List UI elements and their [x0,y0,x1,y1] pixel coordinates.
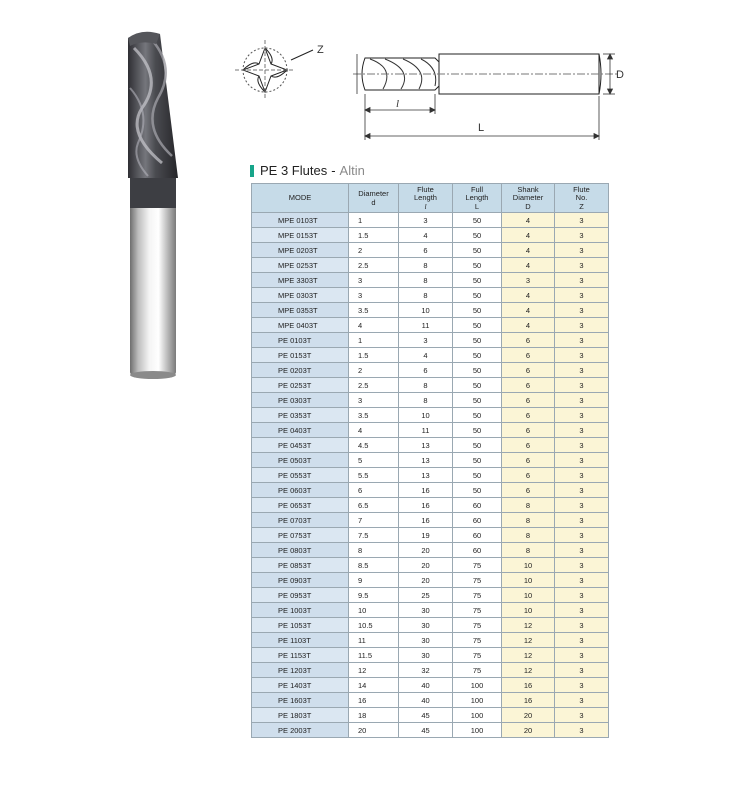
cell-shank-diameter: 4 [502,318,555,333]
end-mill-photo [112,28,188,380]
cell-diameter: 6.5 [349,498,399,513]
cell-shank-diameter: 4 [502,258,555,273]
cell-flute-length: 4 [399,348,453,363]
cell-full-length: 100 [453,708,502,723]
header-mode: MODE [252,184,349,213]
cell-shank-diameter: 6 [502,348,555,363]
cell-mode: PE 1053T [252,618,349,633]
cell-mode: MPE 0153T [252,228,349,243]
title-accent-bar [250,165,254,177]
cell-mode: PE 0253T [252,378,349,393]
cell-mode: MPE 0303T [252,288,349,303]
title-main: PE 3 Flutes [260,163,328,178]
cell-flute-no: 3 [555,513,609,528]
cell-full-length: 60 [453,543,502,558]
cell-full-length: 100 [453,723,502,738]
cell-shank-diameter: 6 [502,453,555,468]
table-row [252,333,609,348]
cell-shank-diameter: 10 [502,588,555,603]
cell-full-length: 50 [453,243,502,258]
cell-mode: PE 0603T [252,483,349,498]
cell-full-length: 50 [453,423,502,438]
cell-diameter: 7 [349,513,399,528]
cell-mode: PE 1403T [252,678,349,693]
cell-diameter: 11 [349,633,399,648]
table-row [252,453,609,468]
cell-shank-diameter: 12 [502,663,555,678]
cell-flute-length: 32 [399,663,453,678]
cell-mode: MPE 0203T [252,243,349,258]
cell-mode: PE 2003T [252,723,349,738]
cell-flute-length: 30 [399,603,453,618]
cell-flute-length: 11 [399,318,453,333]
cell-full-length: 50 [453,228,502,243]
cell-flute-no: 3 [555,378,609,393]
section-title [250,163,365,178]
title-separator: - [331,163,336,178]
cell-shank-diameter: 6 [502,363,555,378]
cell-mode: MPE 3303T [252,273,349,288]
cell-flute-no: 3 [555,543,609,558]
cell-full-length: 60 [453,528,502,543]
cell-flute-no: 3 [555,468,609,483]
cell-flute-length: 30 [399,633,453,648]
table-row [252,648,609,663]
cell-shank-diameter: 3 [502,273,555,288]
cell-full-length: 100 [453,693,502,708]
cell-full-length: 50 [453,333,502,348]
cell-diameter: 2 [349,243,399,258]
cell-flute-length: 8 [399,258,453,273]
cell-full-length: 50 [453,348,502,363]
cell-shank-diameter: 4 [502,213,555,228]
cell-shank-diameter: 12 [502,648,555,663]
cell-diameter: 12 [349,663,399,678]
cell-diameter: 3.5 [349,303,399,318]
table-row [252,408,609,423]
cell-shank-diameter: 6 [502,333,555,348]
cell-flute-length: 45 [399,708,453,723]
cell-flute-length: 20 [399,573,453,588]
cell-full-length: 75 [453,588,502,603]
cell-diameter: 8.5 [349,558,399,573]
cell-full-length: 100 [453,678,502,693]
label-full-length: L [478,122,485,134]
cell-flute-no: 3 [555,438,609,453]
cell-flute-no: 3 [555,423,609,438]
cell-flute-no: 3 [555,408,609,423]
title-coating: Altin [339,163,365,178]
cell-flute-no: 3 [555,528,609,543]
cell-full-length: 50 [453,483,502,498]
cell-diameter: 8 [349,543,399,558]
cell-diameter: 10 [349,603,399,618]
cell-diameter: 4.5 [349,438,399,453]
header-diameter: Diameter d [349,184,399,213]
cell-flute-length: 16 [399,513,453,528]
cell-mode: PE 1603T [252,693,349,708]
cell-mode: PE 0753T [252,528,349,543]
cell-diameter: 1 [349,333,399,348]
cell-diameter: 18 [349,708,399,723]
cell-diameter: 9.5 [349,588,399,603]
cell-shank-diameter: 8 [502,543,555,558]
cell-full-length: 50 [453,363,502,378]
cell-full-length: 75 [453,633,502,648]
cell-full-length: 75 [453,648,502,663]
cell-full-length: 50 [453,258,502,273]
cell-flute-length: 4 [399,228,453,243]
table-row [252,558,609,573]
label-flute-length: l [396,98,400,110]
table-row [252,543,609,558]
table-row [252,273,609,288]
table-row [252,693,609,708]
table-row [252,663,609,678]
cell-flute-no: 3 [555,348,609,363]
cell-mode: PE 1803T [252,708,349,723]
cell-full-length: 75 [453,663,502,678]
table-row [252,423,609,438]
cell-mode: PE 1203T [252,663,349,678]
table-row [252,603,609,618]
cell-flute-length: 13 [399,438,453,453]
cell-shank-diameter: 10 [502,603,555,618]
cell-full-length: 50 [453,453,502,468]
cell-flute-length: 11 [399,423,453,438]
cell-shank-diameter: 4 [502,228,555,243]
table-row [252,303,609,318]
cell-flute-length: 3 [399,213,453,228]
cell-shank-diameter: 16 [502,693,555,708]
cell-mode: PE 1153T [252,648,349,663]
cell-shank-diameter: 16 [502,678,555,693]
cell-flute-length: 3 [399,333,453,348]
cell-diameter: 5.5 [349,468,399,483]
cell-flute-length: 8 [399,378,453,393]
cell-diameter: 7.5 [349,528,399,543]
cell-flute-no: 3 [555,363,609,378]
cell-diameter: 2 [349,363,399,378]
spec-table [251,183,609,738]
cell-shank-diameter: 6 [502,378,555,393]
cell-diameter: 3 [349,273,399,288]
cell-mode: PE 0153T [252,348,349,363]
cell-shank-diameter: 12 [502,633,555,648]
cell-mode: MPE 0353T [252,303,349,318]
cell-shank-diameter: 10 [502,573,555,588]
cell-flute-no: 3 [555,303,609,318]
table-row [252,723,609,738]
cell-mode: MPE 0103T [252,213,349,228]
cell-full-length: 75 [453,573,502,588]
table-row [252,618,609,633]
cell-diameter: 11.5 [349,648,399,663]
cell-flute-no: 3 [555,573,609,588]
table-header-row [252,184,609,213]
label-z: Z [317,44,324,56]
cell-flute-no: 3 [555,318,609,333]
header-shank-diameter: Shank Diameter D [502,184,555,213]
cell-flute-no: 3 [555,333,609,348]
cell-shank-diameter: 6 [502,438,555,453]
table-row [252,228,609,243]
cell-flute-no: 3 [555,498,609,513]
label-shank-d: D [616,69,624,81]
table-row [252,318,609,333]
table-row [252,513,609,528]
cell-flute-no: 3 [555,723,609,738]
cell-shank-diameter: 20 [502,708,555,723]
table-row [252,213,609,228]
table-row [252,468,609,483]
header-flute-length: Flute Length l [399,184,453,213]
cell-flute-no: 3 [555,678,609,693]
cell-flute-length: 30 [399,648,453,663]
cell-shank-diameter: 6 [502,423,555,438]
cell-flute-no: 3 [555,213,609,228]
cell-full-length: 50 [453,288,502,303]
cell-mode: PE 0203T [252,363,349,378]
cell-mode: PE 0403T [252,423,349,438]
cell-mode: MPE 0253T [252,258,349,273]
cell-shank-diameter: 10 [502,558,555,573]
cell-diameter: 1.5 [349,228,399,243]
cell-shank-diameter: 6 [502,408,555,423]
table-row [252,363,609,378]
cell-mode: PE 0703T [252,513,349,528]
cell-flute-length: 20 [399,558,453,573]
cell-flute-no: 3 [555,228,609,243]
cell-flute-no: 3 [555,258,609,273]
cell-full-length: 50 [453,378,502,393]
cell-shank-diameter: 8 [502,513,555,528]
cell-full-length: 50 [453,303,502,318]
cell-mode: PE 0353T [252,408,349,423]
cell-flute-length: 8 [399,273,453,288]
cell-flute-length: 13 [399,453,453,468]
table-row [252,393,609,408]
cell-diameter: 5 [349,453,399,468]
cell-flute-length: 16 [399,498,453,513]
cell-diameter: 3 [349,393,399,408]
cell-flute-length: 16 [399,483,453,498]
cell-flute-no: 3 [555,633,609,648]
cell-flute-length: 40 [399,678,453,693]
header-full-length: Full Length L [453,184,502,213]
cell-flute-no: 3 [555,588,609,603]
cell-diameter: 10.5 [349,618,399,633]
cell-mode: MPE 0403T [252,318,349,333]
cell-flute-no: 3 [555,618,609,633]
cell-shank-diameter: 8 [502,498,555,513]
cell-full-length: 50 [453,393,502,408]
table-row [252,708,609,723]
cell-mode: PE 0853T [252,558,349,573]
cell-full-length: 75 [453,618,502,633]
cell-flute-length: 25 [399,588,453,603]
cell-flute-no: 3 [555,273,609,288]
cell-full-length: 50 [453,468,502,483]
table-row [252,483,609,498]
table-row [252,243,609,258]
cell-mode: PE 0303T [252,393,349,408]
cell-mode: PE 0503T [252,453,349,468]
cell-flute-no: 3 [555,288,609,303]
cell-full-length: 75 [453,558,502,573]
cell-full-length: 50 [453,213,502,228]
cell-flute-length: 10 [399,408,453,423]
cell-diameter: 6 [349,483,399,498]
cell-shank-diameter: 4 [502,303,555,318]
cell-diameter: 3 [349,288,399,303]
cell-flute-no: 3 [555,648,609,663]
side-view-diagram [353,54,617,94]
cell-diameter: 2.5 [349,378,399,393]
cell-diameter: 16 [349,693,399,708]
cell-mode: PE 0653T [252,498,349,513]
cell-full-length: 50 [453,438,502,453]
cell-flute-length: 6 [399,363,453,378]
cell-mode: PE 0953T [252,588,349,603]
cell-shank-diameter: 6 [502,393,555,408]
cell-diameter: 1.5 [349,348,399,363]
table-row [252,633,609,648]
cell-diameter: 4 [349,423,399,438]
cell-full-length: 75 [453,603,502,618]
cell-mode: PE 0103T [252,333,349,348]
cell-flute-length: 45 [399,723,453,738]
cell-mode: PE 0803T [252,543,349,558]
cell-diameter: 2.5 [349,258,399,273]
cell-diameter: 4 [349,318,399,333]
table-row [252,378,609,393]
header-flute-no: Flute No. Z [555,184,609,213]
cell-flute-no: 3 [555,603,609,618]
cell-flute-no: 3 [555,708,609,723]
cell-flute-length: 13 [399,468,453,483]
cell-flute-no: 3 [555,453,609,468]
table-row [252,348,609,363]
cell-diameter: 1 [349,213,399,228]
technical-drawing [225,28,635,153]
cell-full-length: 50 [453,318,502,333]
cell-flute-no: 3 [555,663,609,678]
cell-flute-length: 40 [399,693,453,708]
cell-flute-length: 20 [399,543,453,558]
cell-full-length: 60 [453,513,502,528]
cell-full-length: 50 [453,273,502,288]
table-row [252,573,609,588]
cell-flute-length: 30 [399,618,453,633]
cell-mode: PE 0453T [252,438,349,453]
table-row [252,438,609,453]
cell-full-length: 60 [453,498,502,513]
end-view-diagram [235,40,313,100]
cell-mode: PE 0553T [252,468,349,483]
cell-shank-diameter: 20 [502,723,555,738]
cell-flute-length: 10 [399,303,453,318]
cell-flute-length: 6 [399,243,453,258]
cell-flute-no: 3 [555,393,609,408]
table-row [252,588,609,603]
cell-shank-diameter: 6 [502,483,555,498]
cell-full-length: 50 [453,408,502,423]
cell-flute-length: 8 [399,288,453,303]
table-row [252,528,609,543]
cell-shank-diameter: 4 [502,243,555,258]
cell-shank-diameter: 8 [502,528,555,543]
cell-flute-length: 8 [399,393,453,408]
cell-mode: PE 1103T [252,633,349,648]
table-row [252,288,609,303]
cell-shank-diameter: 4 [502,288,555,303]
cell-shank-diameter: 6 [502,468,555,483]
cell-diameter: 9 [349,573,399,588]
cell-diameter: 14 [349,678,399,693]
cell-flute-no: 3 [555,243,609,258]
cell-mode: PE 0903T [252,573,349,588]
cell-diameter: 3.5 [349,408,399,423]
table-row [252,258,609,273]
cell-diameter: 20 [349,723,399,738]
table-row [252,678,609,693]
table-body [252,213,609,738]
cell-flute-no: 3 [555,558,609,573]
cell-flute-no: 3 [555,483,609,498]
table-row [252,498,609,513]
cell-flute-length: 19 [399,528,453,543]
cell-mode: PE 1003T [252,603,349,618]
cell-shank-diameter: 12 [502,618,555,633]
cell-flute-no: 3 [555,693,609,708]
